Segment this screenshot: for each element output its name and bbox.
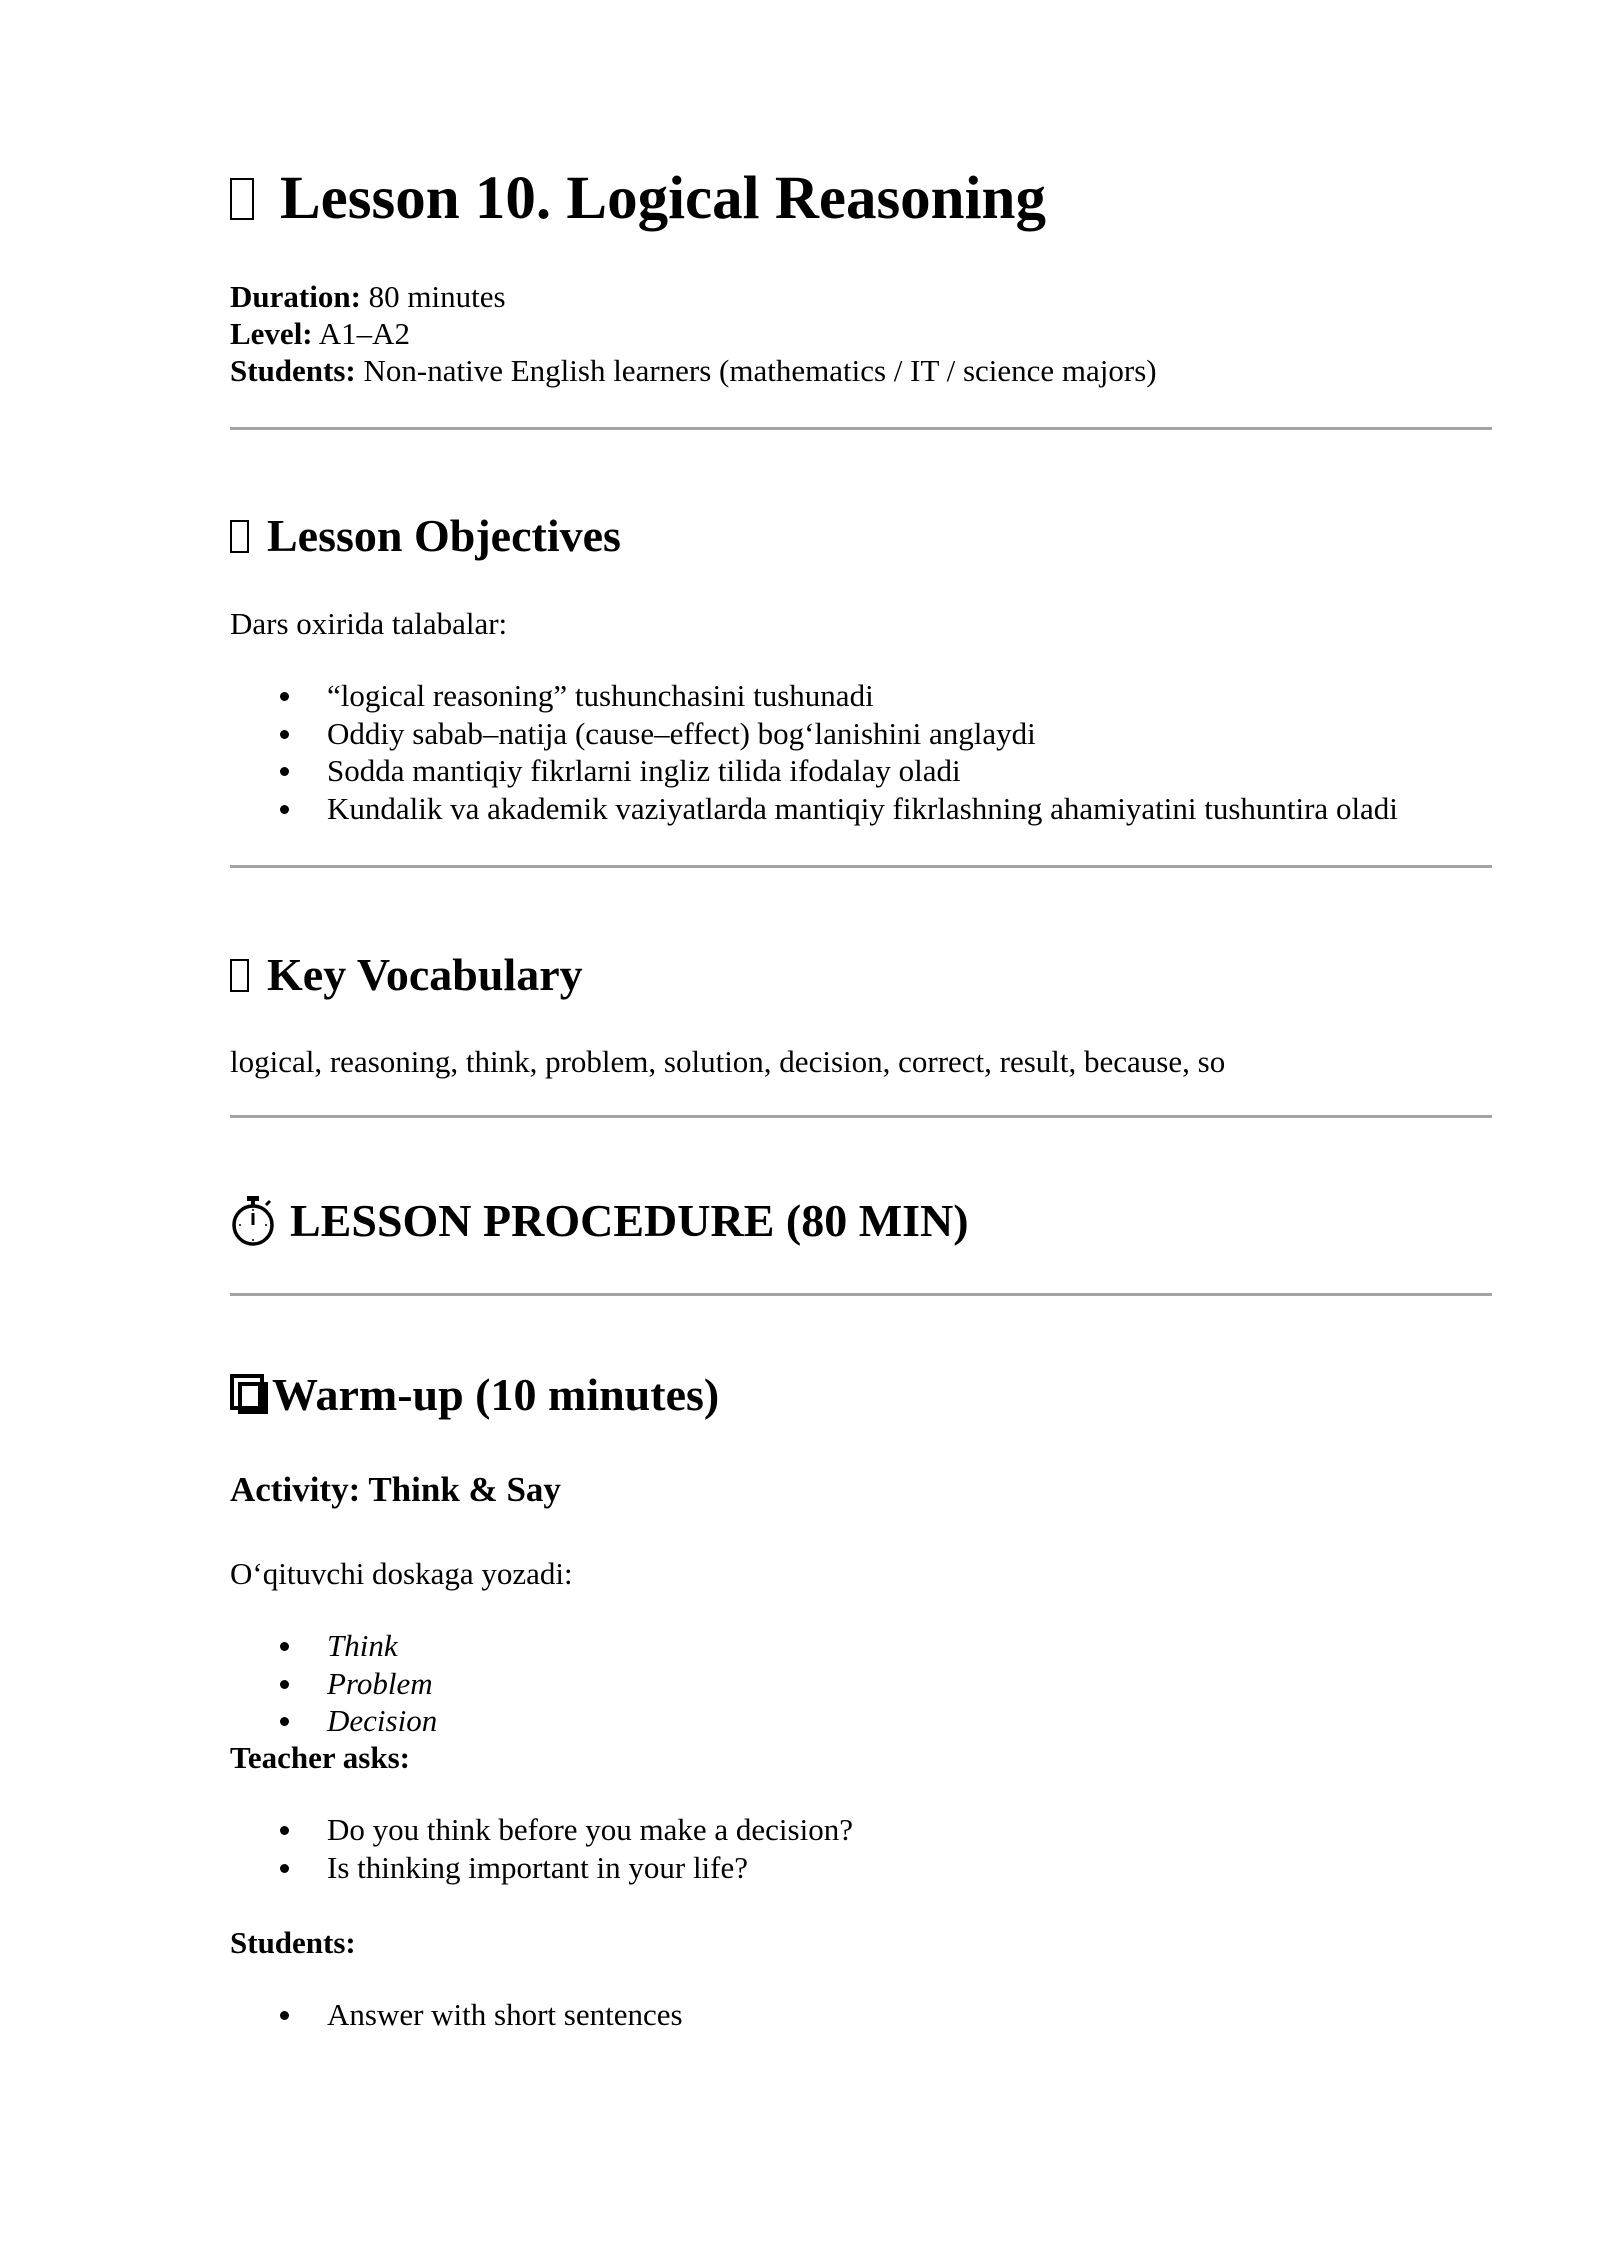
objectives-intro: Dars oxirida talabalar: xyxy=(230,606,508,641)
teacher-questions-list xyxy=(230,1811,853,1886)
students-label: Students: xyxy=(230,353,356,388)
duration-label: Duration: xyxy=(230,279,361,314)
objectives-list xyxy=(230,677,1398,827)
vocabulary-heading-text: Key Vocabulary xyxy=(267,949,583,1000)
missing-glyph-icon xyxy=(230,520,249,553)
list-item: “logical reasoning” tushunchasini tushunadi xyxy=(230,677,1398,715)
students-value: Non-native English learners (mathematics / IT / science majors) xyxy=(363,353,1157,388)
students-line xyxy=(230,352,1157,389)
missing-glyph-icon xyxy=(230,959,249,992)
board-words-list xyxy=(230,1627,437,1740)
students-label: Students: xyxy=(230,1925,356,1960)
activity-heading: Activity: Think & Say xyxy=(230,1470,561,1509)
objectives-heading-text: Lesson Objectives xyxy=(267,510,621,561)
divider xyxy=(230,865,1492,868)
vocabulary-words: logical, reasoning, think, problem, solution, decision, correct, result, because, so xyxy=(230,1044,1226,1079)
level-label: Level: xyxy=(230,316,313,351)
objectives-heading xyxy=(230,510,621,561)
missing-glyph-icon xyxy=(230,178,254,220)
lesson-title-text: Lesson 10. Logical Reasoning xyxy=(280,165,1046,232)
divider xyxy=(230,1115,1492,1118)
list-item: Kundalik va akademik vaziyatlarda mantiqiy fikrlashning ahamiyatini tushuntira oladi xyxy=(230,790,1398,828)
warmup-intro: O‘qituvchi doskaga yozadi: xyxy=(230,1556,573,1591)
list-item: Think xyxy=(230,1627,437,1665)
warmup-heading-text: Warm-up (10 minutes) xyxy=(272,1369,720,1420)
vocabulary-heading xyxy=(230,949,583,1000)
divider xyxy=(230,1293,1492,1296)
teacher-label: Teacher asks: xyxy=(230,1740,410,1775)
list-item: Oddiy sabab–natija (cause–effect) bog‘lanishini anglaydi xyxy=(230,715,1398,753)
stopwatch-icon xyxy=(230,1195,276,1247)
procedure-heading xyxy=(230,1195,969,1247)
list-item: Sodda mantiqiy fikrlarni ingliz tilida ifodalay oladi xyxy=(230,752,1398,790)
list-item: Is thinking important in your life? xyxy=(230,1849,853,1887)
warmup-heading xyxy=(230,1369,720,1420)
list-item: Problem xyxy=(230,1665,437,1703)
duration-line xyxy=(230,278,1157,315)
keycap-one-icon xyxy=(230,1374,270,1416)
list-item: Decision xyxy=(230,1702,437,1740)
list-item: Do you think before you make a decision? xyxy=(230,1811,853,1849)
duration-value: 80 minutes xyxy=(368,279,506,314)
divider xyxy=(230,427,1492,430)
students-tasks-list xyxy=(230,1996,683,2034)
list-item: Answer with short sentences xyxy=(230,1996,683,2034)
level-value: A1–A2 xyxy=(318,316,410,351)
lesson-title xyxy=(230,165,1046,232)
procedure-heading-text: LESSON PROCEDURE (80 MIN) xyxy=(290,1195,969,1246)
lesson-meta xyxy=(230,278,1157,389)
level-line xyxy=(230,315,1157,352)
